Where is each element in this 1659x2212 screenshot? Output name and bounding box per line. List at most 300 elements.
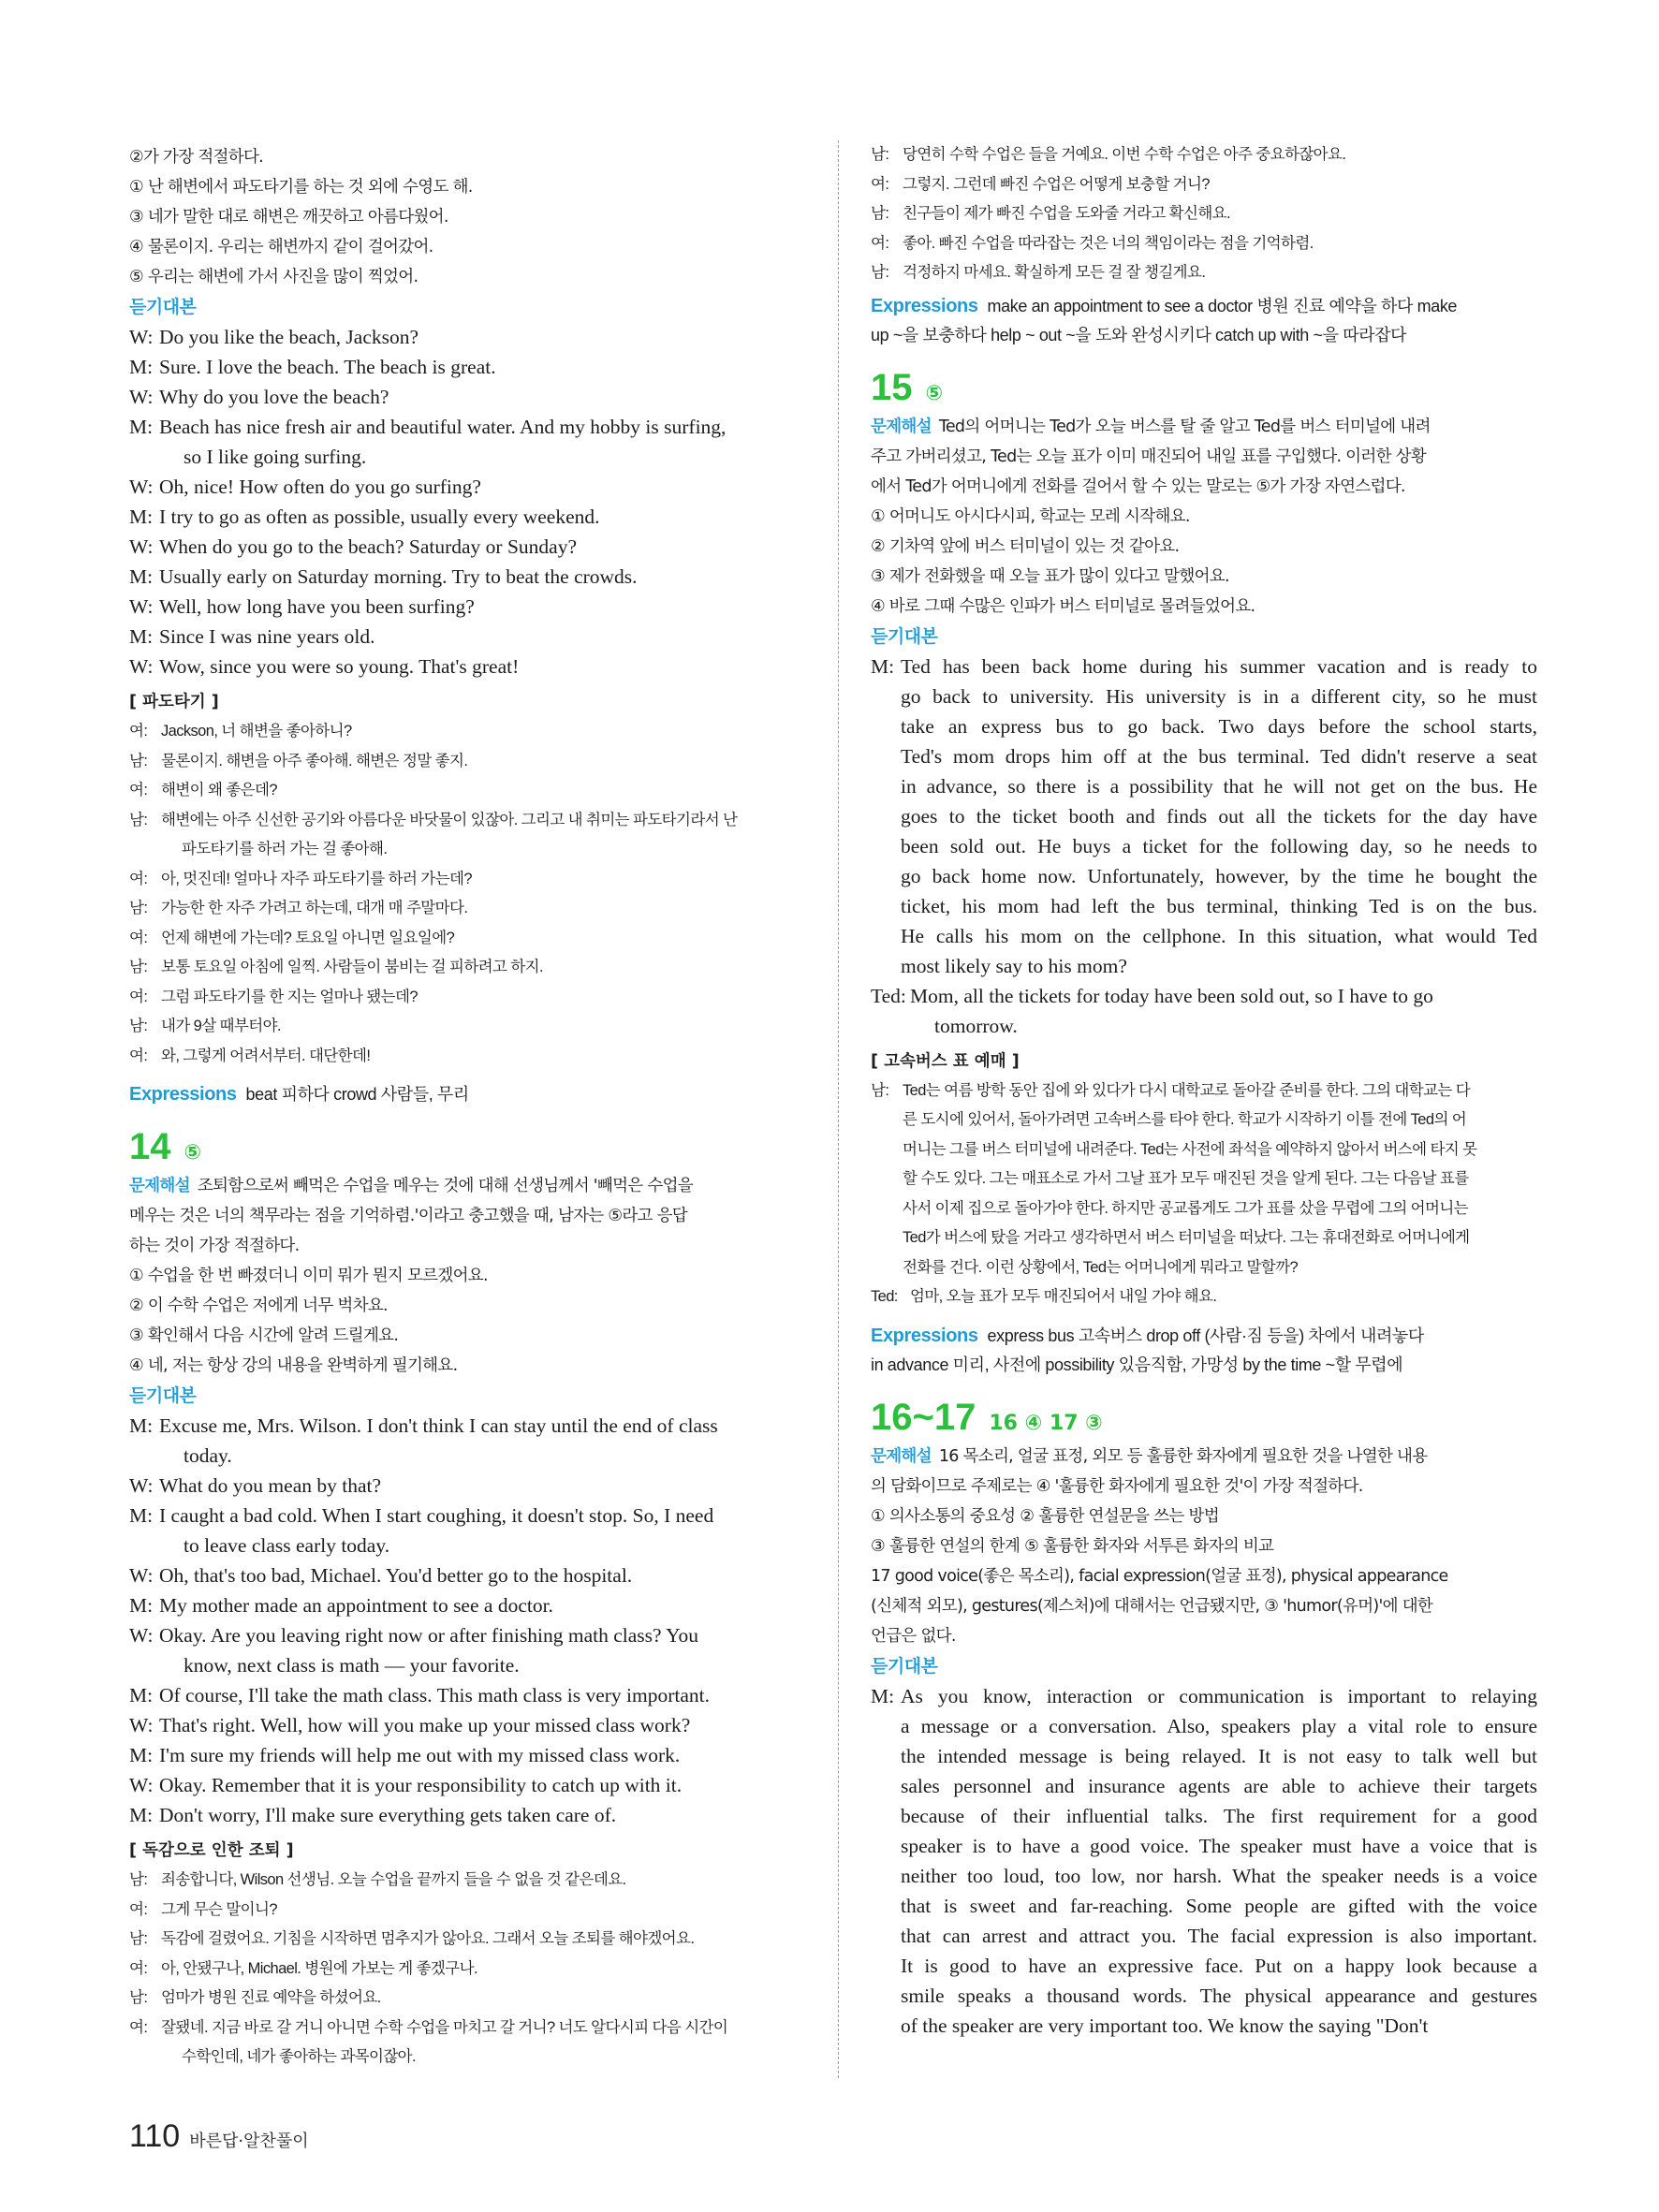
- korean-line: 와, 그렇게 어려서부터. 대단한데!: [161, 1047, 371, 1064]
- q15-ted-line: [871, 981, 1537, 1041]
- choice-line: ③ 네가 말한 대로 해변은 깨끗하고 아름다웠어.: [129, 208, 448, 227]
- speaker-tag: W:: [129, 1774, 154, 1796]
- choice-line: ⑤ 우리는 해변에 가서 사진을 많이 찍었어.: [129, 268, 418, 286]
- q13-expressions: [129, 1080, 805, 1109]
- korean-line: 보통 토요일 아침에 일찍. 사람들이 붐비는 걸 피하려고 하지.: [161, 959, 543, 975]
- q16-choices: [871, 1502, 1537, 1561]
- speaker-tag: 남:: [129, 1871, 148, 1888]
- q16-number: 16~17: [871, 1396, 976, 1438]
- dialogue-line: Excuse me, Mrs. Wilson. I don't think I can stay until the end of class: [159, 1414, 718, 1437]
- dialogue-row: [129, 622, 805, 652]
- dialogue-text: [161, 1896, 805, 1926]
- korean-line: 언제 해변에 가는데? 토요일 아니면 일요일에?: [161, 929, 455, 946]
- q14-expressions: [871, 292, 1537, 350]
- q14-korean-dialogue: [129, 1866, 805, 2073]
- expressions-label: Expressions: [871, 295, 978, 316]
- speaker-tag: M:: [129, 1684, 154, 1707]
- dialogue-row: [129, 1740, 805, 1770]
- korean-line: 그럼 파도타기를 한 지는 얼마나 됐는데?: [161, 988, 418, 1005]
- dialogue-row: [129, 953, 805, 983]
- choice-line: ②가 가장 적절하다.: [129, 148, 264, 167]
- dialogue-text: [159, 1710, 805, 1740]
- korean-line: 전화를 건다. 이런 상황에서, Ted는 어머니에게 뭐라고 말할까?: [903, 1258, 1299, 1276]
- dialogue-line: Usually early on Saturday morning. Try to beat the crowds.: [159, 565, 638, 588]
- dialogue-row: [129, 502, 805, 532]
- solution-label: 문제해설: [871, 1446, 932, 1466]
- speaker-tag: W:: [129, 655, 154, 678]
- dialogue-row: [129, 1955, 805, 1985]
- dialogue-text: [159, 1770, 805, 1800]
- dialogue-text: [161, 776, 805, 806]
- dialogue-row: [129, 1770, 805, 1800]
- speaker-tag: 남:: [129, 811, 148, 828]
- dialogue-line: Don't worry, I'll make sure everything gets taken care of.: [159, 1804, 617, 1826]
- dialogue-line: Sure. I love the beach. The beach is great.: [159, 356, 496, 378]
- dialogue-text: [159, 622, 805, 652]
- page-number: 110: [129, 2118, 181, 2154]
- solution-text: Ted의 어머니는 Ted가 오늘 버스를 탈 줄 알고 Ted를 버스 터미널에 내려: [938, 417, 1431, 436]
- dialogue-row: [129, 472, 805, 502]
- dialogue-text: [159, 472, 805, 502]
- q16-monologue: [871, 1681, 1537, 2041]
- right-column: [871, 140, 1537, 2041]
- dialogue-row: [129, 2014, 805, 2073]
- korean-line: 엄마, 오늘 표가 모두 매진되어서 내일 가야 해요.: [910, 1288, 1217, 1305]
- speaker-tag: M:: [129, 1804, 154, 1826]
- dialogue-text: [903, 229, 1537, 259]
- speaker-tag: 남:: [871, 264, 889, 281]
- dialogue-row: [129, 1925, 805, 1955]
- speaker-tag: 여:: [129, 1900, 148, 1918]
- dialogue-line: Okay. Remember that it is your responsibility to catch up with it.: [159, 1774, 683, 1796]
- speaker-tag: Ted:: [871, 984, 906, 1007]
- dialogue-row: [129, 1620, 805, 1680]
- expressions-label: Expressions: [871, 1325, 978, 1346]
- dialogue-row: [129, 776, 805, 806]
- dialogue-line: I'm sure my friends will help me out with my missed class work.: [159, 1744, 681, 1766]
- monologue-line: It is good to have an expressive face. Put on a happy look because a: [901, 1954, 1537, 1977]
- dialogue-row: [129, 806, 805, 865]
- dialogue-row: [129, 1984, 805, 2014]
- choice-line: ② 기차역 앞에 버스 터미널이 있는 것 같아요.: [871, 536, 1180, 556]
- dialogue-text: [159, 1560, 805, 1590]
- korean-line: 내가 9살 때부터야.: [161, 1018, 281, 1034]
- speaker-tag: W:: [129, 1564, 154, 1587]
- speaker-tag: 남:: [871, 1081, 889, 1099]
- monologue-line: the intended message is being relayed. It is not easy to talk well but: [901, 1744, 1537, 1767]
- korean-line: 사서 이제 집으로 돌아가야 한다. 하지만 공교롭게도 그가 표를 샀을 무렵에 그의 어머니는: [903, 1199, 1468, 1217]
- monologue-line: neither too loud, too low, nor harsh. What the speaker needs is a voice: [901, 1864, 1537, 1887]
- dialogue-text: [159, 382, 805, 412]
- dialogue-row: [129, 1012, 805, 1042]
- monologue-line: in advance, so there is a possibility that he will not get on the bus. He: [901, 774, 1537, 798]
- q14-script-label: 듣기대본: [129, 1385, 197, 1406]
- speaker-tag: W:: [129, 476, 154, 498]
- monologue-line: speaker is to have a good voice. The speaker must have a voice that is: [901, 1834, 1537, 1857]
- monologue-line: Ted's mom drops him off at the bus terminal. Ted didn't reserve a seat: [901, 744, 1537, 768]
- dialogue-line: know, next class is math — your favorite.: [184, 1654, 520, 1677]
- speaker-tag: 여:: [129, 2018, 148, 2036]
- dialogue-line: Oh, nice! How often do you go surfing?: [159, 476, 481, 498]
- choice-line: ① 어머니도 아시다시피, 학교는 모레 시작해요.: [871, 506, 1190, 526]
- q15-korean-monologue: [871, 1077, 1537, 1283]
- dialogue-line: today.: [184, 1444, 232, 1467]
- solution-text: 하는 것이 가장 적절하다.: [129, 1237, 300, 1255]
- dialogue-text: [161, 894, 805, 924]
- speaker-tag: 남:: [129, 959, 148, 975]
- monologue-line: sales personnel and insurance agents are able to achieve their targets: [901, 1774, 1537, 1797]
- speaker-tag: 남:: [129, 752, 148, 769]
- solution-line: 17 good voice(좋은 목소리), facial expression(얼굴 표정), physical appearance: [871, 1566, 1448, 1586]
- dialogue-line: Oh, that's too bad, Michael. You'd better go to the hospital.: [159, 1564, 633, 1587]
- speaker-tag: W:: [129, 1624, 154, 1647]
- solution-text: 조퇴함으로써 빼먹은 수업을 메우는 것에 대해 선생님께서 '빼먹은 수업을: [197, 1177, 693, 1195]
- dialogue-text: [159, 322, 805, 352]
- dialogue-text: [903, 258, 1537, 288]
- speaker-tag: W:: [129, 326, 154, 348]
- choice-line: ① 의사소통의 중요성 ② 훌륭한 연설문을 쓰는 방법: [871, 1506, 1219, 1526]
- speaker-tag: M:: [871, 654, 895, 678]
- dialogue-row: [129, 1896, 805, 1926]
- speaker-tag: 여:: [129, 1959, 148, 1977]
- q15-korean-ted-line: [871, 1282, 1537, 1312]
- dialogue-text: [159, 1471, 805, 1501]
- expressions-line-2: up ~을 보충하다 help ~ out ~을 도와 완성시키다 catch up with ~을 따라잡다: [871, 325, 1407, 344]
- solution-text: 에서 Ted가 어머니에게 전화를 걸어서 할 수 있는 말로는 ⑤가 가장 자연스럽다.: [871, 476, 1405, 496]
- solution-label: 문제해설: [129, 1177, 190, 1195]
- monologue-line: most likely say to his mom?: [901, 954, 1127, 977]
- dialogue-line: What do you mean by that?: [159, 1474, 382, 1497]
- expressions-line-2: in advance 미리, 사전에 possibility 있음직함, 가망성 by the time ~할 무렵에: [871, 1355, 1403, 1374]
- q16-heading: [871, 1397, 1537, 1442]
- dialogue-text: [903, 170, 1537, 200]
- dialogue-text: [161, 717, 805, 747]
- q13-choices: [129, 142, 805, 292]
- speaker-tag: M:: [129, 505, 154, 528]
- monologue-line: go back home now. Unfortunately, however, by the time he bought the: [901, 864, 1537, 887]
- speaker-tag: 여:: [129, 870, 148, 887]
- dialogue-row: [129, 894, 805, 924]
- speaker-tag: M:: [129, 1744, 154, 1766]
- korean-line: 해변에는 아주 신선한 공기와 아름다운 바닷물이 있잖아. 그리고 내 취미는 파도타기라서 난: [161, 811, 738, 828]
- dialogue-text: [159, 532, 805, 562]
- solution-text: 메우는 것은 너의 책무라는 점을 기억하렴.'이라고 충고했을 때, 남자는 ⑤라고 응답: [129, 1207, 688, 1225]
- solution-label: 문제해설: [871, 417, 932, 436]
- dialogue-row: [129, 322, 805, 352]
- dialogue-text: [159, 1590, 805, 1620]
- dialogue-row: [871, 199, 1537, 229]
- dialogue-text: [903, 199, 1537, 229]
- dialogue-row: [129, 983, 805, 1013]
- solution-line: (신체적 외모), gestures(제스처)에 대해서는 언급됐지만, ③ 'humor(유머)'에 대한: [871, 1596, 1433, 1616]
- dialogue-text: [159, 1680, 805, 1710]
- dialogue-row: [129, 412, 805, 472]
- q15-korean-title: [ 고속버스 표 예매 ]: [871, 1051, 1020, 1071]
- speaker-tag: 남:: [129, 900, 148, 916]
- dialogue-text: [161, 953, 805, 983]
- korean-line: 머니는 그를 버스 터미널에 내려준다. Ted는 사전에 좌석을 예약하지 않아서 버스에 타지 못: [903, 1140, 1477, 1158]
- dialogue-row: [129, 1501, 805, 1560]
- q13-korean-title: [ 파도타기 ]: [129, 693, 219, 711]
- choice-line: ① 수업을 한 번 빠졌더니 이미 뭐가 뭔지 모르겠어요.: [129, 1267, 488, 1285]
- korean-line: 른 도시에 있어서, 돌아가려면 고속버스를 타야 한다. 학교가 시작하기 이틀 전에 Ted의 어: [903, 1111, 1467, 1128]
- korean-line: 독감에 걸렸어요. 기침을 시작하면 멈추지가 않아요. 그래서 오늘 조퇴를 해야겠어요.: [161, 1930, 695, 1947]
- monologue-line: that is sweet and far-reaching. Some people are gifted with the voice: [901, 1894, 1537, 1917]
- dialogue-line: Mom, all the tickets for today have been sold out, so I have to go: [910, 984, 1433, 1007]
- solution-line: [871, 472, 1537, 502]
- left-column: [129, 142, 805, 2073]
- choice-line: ① 난 해변에서 파도타기를 하는 것 외에 수영도 해.: [129, 178, 473, 197]
- korean-line: 죄송합니다, Wilson 선생님. 오늘 수업을 끝까지 들을 수 없을 것 같은데요.: [161, 1871, 626, 1888]
- q14-heading: [129, 1126, 805, 1171]
- speaker-tag: M:: [129, 1414, 154, 1437]
- dialogue-text: [159, 562, 805, 592]
- q13-dialogue: [129, 322, 805, 681]
- dialogue-row: [129, 1560, 805, 1590]
- dialogue-text: [903, 140, 1537, 170]
- dialogue-text: [161, 924, 805, 954]
- solution-line: [871, 412, 1537, 442]
- dialogue-row: [129, 1710, 805, 1740]
- speaker-tag: M:: [129, 565, 154, 588]
- dialogue-text: [161, 1925, 805, 1955]
- dialogue-text: [159, 412, 805, 472]
- dialogue-row: [129, 562, 805, 592]
- speaker-tag: M:: [129, 1504, 154, 1527]
- solution-line: 언급은 없다.: [871, 1626, 956, 1646]
- q15-choices: [871, 502, 1537, 622]
- korean-line: 잘됐네. 지금 바로 갈 거니 아니면 수학 수업을 마치고 갈 거니? 너도 알다시피 다음 시간이: [161, 2018, 728, 2036]
- q14-dialogue: [129, 1411, 805, 1830]
- dialogue-line: so I like going surfing.: [184, 446, 367, 468]
- dialogue-row: [129, 1866, 805, 1896]
- speaker-tag: 남:: [129, 1018, 148, 1034]
- korean-line: Ted는 여름 방학 동안 집에 와 있다가 다시 대학교로 돌아갈 준비를 한다. 그의 대학교는 다: [903, 1081, 1471, 1099]
- monologue-line: been sold out. He buys a ticket for the following day, so he needs to: [901, 834, 1537, 857]
- dialogue-text: [161, 2014, 805, 2073]
- speaker-tag: 남:: [129, 1930, 148, 1947]
- dialogue-row: [871, 229, 1537, 259]
- dialogue-row: [129, 1800, 805, 1830]
- dialogue-row: [129, 652, 805, 681]
- expressions-text: beat 피하다 crowd 사람들, 무리: [245, 1085, 469, 1104]
- speaker-tag: M:: [871, 1684, 895, 1707]
- korean-line: 물론이지. 해변을 아주 좋아해. 해변은 정말 좋지.: [161, 752, 468, 769]
- page-footer: [129, 2118, 309, 2155]
- choice-line: ④ 바로 그때 수많은 인파가 버스 터미널로 몰려들었어요.: [871, 596, 1255, 616]
- speaker-tag: 남:: [871, 205, 889, 222]
- dialogue-text: [159, 1740, 805, 1770]
- korean-line: Ted가 버스에 탔을 거라고 생각하면서 버스 터미널을 떠났다. 그는 휴대전화로 어머니에게: [903, 1229, 1470, 1246]
- dialogue-line: Of course, I'll take the math class. This math class is very important.: [159, 1684, 711, 1707]
- speaker-tag: M:: [129, 1594, 154, 1617]
- q16-solution: [871, 1442, 1537, 1502]
- choice-line: ③ 제가 전화했을 때 오늘 표가 많이 있다고 말했어요.: [871, 566, 1229, 586]
- q14-choices: [129, 1261, 805, 1381]
- dialogue-text: [159, 1501, 805, 1560]
- dialogue-text: [161, 1866, 805, 1896]
- speaker-tag: M:: [129, 416, 154, 438]
- dialogue-text: [161, 747, 805, 777]
- q14-answer: ⑤: [184, 1141, 202, 1165]
- q15-script-label: 듣기대본: [871, 625, 938, 647]
- korean-line: 아, 멋진데! 얼마나 자주 파도타기를 하러 가는데?: [161, 870, 472, 887]
- korean-line: 해변이 왜 좋은데?: [161, 782, 277, 798]
- q17-solution: [871, 1561, 1537, 1651]
- korean-line: 친구들이 제가 빠진 수업을 도와줄 거라고 확신해요.: [903, 205, 1231, 222]
- q14-korean-continued: [871, 140, 1537, 288]
- korean-line: 엄마가 병원 진료 예약을 하셨어요.: [161, 1989, 381, 2006]
- q15-solution: [871, 412, 1537, 502]
- column-divider: [838, 140, 840, 2078]
- dialogue-text: [159, 652, 805, 681]
- dialogue-text: [161, 865, 805, 895]
- monologue-line: smile speaks a thousand words. The physical appearance and gestures: [901, 1984, 1537, 2007]
- dialogue-line: Beach has nice fresh air and beautiful water. And my hobby is surfing,: [159, 416, 727, 438]
- solution-text: 의 담화이므로 주제로는 ④ '훌륭한 화자에게 필요한 것'이 가장 적절하다.: [871, 1476, 1363, 1496]
- dialogue-line: tomorrow.: [934, 1014, 1018, 1037]
- choice-line: ② 이 수학 수업은 저에게 너무 벅차요.: [129, 1296, 388, 1315]
- korean-line: 가능한 한 자주 가려고 하는데, 대개 매 주말마다.: [161, 900, 468, 916]
- dialogue-line: Well, how long have you been surfing?: [159, 595, 475, 618]
- dialogue-row: [129, 865, 805, 895]
- dialogue-row: [129, 717, 805, 747]
- dialogue-row: [129, 382, 805, 412]
- speaker-tag: M:: [129, 356, 154, 378]
- monologue-line: take an express bus to go back. Two days before the school starts,: [901, 714, 1537, 738]
- speaker-tag: W:: [129, 1714, 154, 1736]
- solution-line: [129, 1231, 805, 1261]
- dialogue-text: [159, 502, 805, 532]
- speaker-tag: 여:: [129, 1047, 148, 1064]
- solution-line: [871, 1472, 1537, 1502]
- dialogue-line: I caught a bad cold. When I start coughing, it doesn't stop. So, I need: [159, 1504, 714, 1527]
- solution-line: [129, 1201, 805, 1231]
- dialogue-row: [129, 1590, 805, 1620]
- dialogue-text: [161, 983, 805, 1013]
- speaker-tag: W:: [129, 386, 154, 408]
- dialogue-row: [129, 924, 805, 954]
- dialogue-line: Okay. Are you leaving right now or after finishing math class? You: [159, 1624, 699, 1647]
- korean-line: Jackson, 너 해변을 좋아하니?: [161, 723, 352, 740]
- choice-line: ④ 네, 저는 항상 강의 내용을 완벽하게 필기해요.: [129, 1356, 458, 1375]
- speaker-tag: 여:: [871, 175, 889, 193]
- dialogue-row: [871, 140, 1537, 170]
- q15-number: 15: [871, 366, 913, 408]
- q14-number: 14: [129, 1126, 171, 1167]
- speaker-tag: W:: [129, 1474, 154, 1497]
- monologue-line: ticket, his mom had left the bus terminal, thinking Ted is on the bus.: [901, 894, 1537, 917]
- monologue-line: because of their influential talks. The first requirement for a good: [901, 1804, 1537, 1827]
- monologue-line: He calls his mom on the cellphone. In this situation, what would Ted: [901, 924, 1537, 947]
- dialogue-text: [159, 592, 805, 622]
- korean-line: 걱정하지 마세요. 확실하게 모든 걸 잘 챙길게요.: [903, 264, 1206, 281]
- korean-line: 할 수도 있다. 그는 매표소로 가서 그날 표가 모두 매진된 것을 알게 된다. 그는 다음날 표를: [903, 1170, 1469, 1187]
- book-title: 바른답·알찬풀이: [189, 2131, 309, 2151]
- korean-line: 그게 무슨 말이니?: [161, 1900, 277, 1918]
- dialogue-row: [129, 1471, 805, 1501]
- korean-line: 좋아. 빠진 수업을 따라잡는 것은 너의 책임이라는 점을 기억하렴.: [903, 234, 1314, 252]
- speaker-tag: 여:: [129, 929, 148, 946]
- solution-line: [871, 442, 1537, 472]
- monologue-line: that can arrest and attract you. The facial expression is also important.: [901, 1924, 1537, 1947]
- dialogue-text: [161, 1042, 805, 1072]
- dialogue-line: I try to go as often as possible, usually every weekend.: [159, 505, 600, 528]
- korean-line: 수학인데, 네가 좋아하는 과목이잖아.: [182, 2048, 417, 2065]
- korean-line: 당연히 수학 수업은 들을 거예요. 이번 수학 수업은 아주 중요하잖아요.: [903, 146, 1346, 163]
- dialogue-row: [129, 1680, 805, 1710]
- solution-text: 주고 가버리셨고, Ted는 오늘 표가 이미 매진되어 내일 표를 구입했다. 이러한 상황: [871, 447, 1427, 466]
- monologue-line: of the speaker are very important too. We know the saying "Don't: [901, 2014, 1429, 2037]
- expressions-line-1: make an appointment to see a doctor 병원 진료 예약을 하다 make: [987, 296, 1458, 315]
- q13-korean-dialogue: [129, 717, 805, 1071]
- monologue-line: Ted has been back home during his summer vacation and is ready to: [901, 654, 1537, 678]
- dialogue-line: That's right. Well, how will you make up your missed class work?: [159, 1714, 691, 1736]
- q13-script-label: 듣기대본: [129, 297, 197, 317]
- choice-line: ③ 훌륭한 연설의 한계 ⑤ 훌륭한 화자와 서투른 화자의 비교: [871, 1536, 1274, 1556]
- dialogue-line: When do you go to the beach? Saturday or Sunday?: [159, 535, 577, 558]
- dialogue-text: [159, 1800, 805, 1830]
- dialogue-row: [129, 1411, 805, 1471]
- dialogue-line: Wow, since you were so young. That's great!: [159, 655, 520, 678]
- dialogue-text: [161, 1012, 805, 1042]
- dialogue-text: [161, 1984, 805, 2014]
- choice-line: ③ 확인해서 다음 시간에 알려 드릴게요.: [129, 1326, 399, 1345]
- dialogue-row: [129, 532, 805, 562]
- q15-heading: [871, 367, 1537, 412]
- q16-answer: 16 ④ 17 ③: [989, 1411, 1103, 1435]
- speaker-tag: Ted:: [871, 1288, 898, 1305]
- dialogue-line: My mother made an appointment to see a doctor.: [159, 1594, 553, 1617]
- q14-solution: [129, 1171, 805, 1261]
- q15-answer: ⑤: [925, 381, 944, 405]
- choice-line: ④ 물론이지. 우리는 해변까지 같이 걸어갔어.: [129, 238, 433, 256]
- korean-line: 그렇지. 그런데 빠진 수업은 어떻게 보충할 거니?: [903, 175, 1210, 193]
- dialogue-text: [159, 352, 805, 382]
- dialogue-text: [161, 1955, 805, 1985]
- monologue-line: a message or a conversation. Also, speakers play a vital role to ensure: [901, 1714, 1537, 1737]
- speaker-tag: 여:: [129, 723, 148, 740]
- dialogue-row: [129, 592, 805, 622]
- speaker-tag: 여:: [871, 234, 889, 252]
- monologue-line: As you know, interaction or communication is important to relaying: [901, 1684, 1537, 1707]
- dialogue-row: [129, 747, 805, 777]
- dialogue-line: Why do you love the beach?: [159, 386, 389, 408]
- monologue-line: go back to university. His university is in a different city, so he must: [901, 684, 1537, 708]
- speaker-tag: 남:: [871, 146, 889, 163]
- speaker-tag: W:: [129, 535, 154, 558]
- q15-monologue: [871, 652, 1537, 981]
- dialogue-text: [159, 1411, 805, 1471]
- korean-line: 아, 안됐구나, Michael. 병원에 가보는 게 좋겠구나.: [161, 1959, 477, 1977]
- speaker-tag: 여:: [129, 988, 148, 1005]
- dialogue-text: [159, 1620, 805, 1680]
- speaker-tag: W:: [129, 595, 154, 618]
- dialogue-line: to leave class early today.: [184, 1534, 390, 1557]
- q14-korean-title: [ 독감으로 인한 조퇴 ]: [129, 1841, 294, 1860]
- dialogue-line: Do you like the beach, Jackson?: [159, 326, 419, 348]
- dialogue-row: [129, 352, 805, 382]
- speaker-tag: 남:: [129, 1989, 148, 2006]
- solution-text: 16 목소리, 얼굴 표정, 외모 등 훌륭한 화자에게 필요한 것을 나열한 내용: [938, 1446, 1428, 1466]
- dialogue-row: [129, 1042, 805, 1072]
- korean-line: 파도타기를 하러 가는 걸 좋아해.: [182, 841, 388, 857]
- solution-line: [871, 1442, 1537, 1472]
- dialogue-text: [161, 806, 805, 865]
- speaker-tag: 여:: [129, 782, 148, 798]
- dialogue-row: [871, 258, 1537, 288]
- expressions-line-1: express bus 고속버스 drop off (사람·짐 등을) 차에서 내려놓다: [987, 1326, 1424, 1345]
